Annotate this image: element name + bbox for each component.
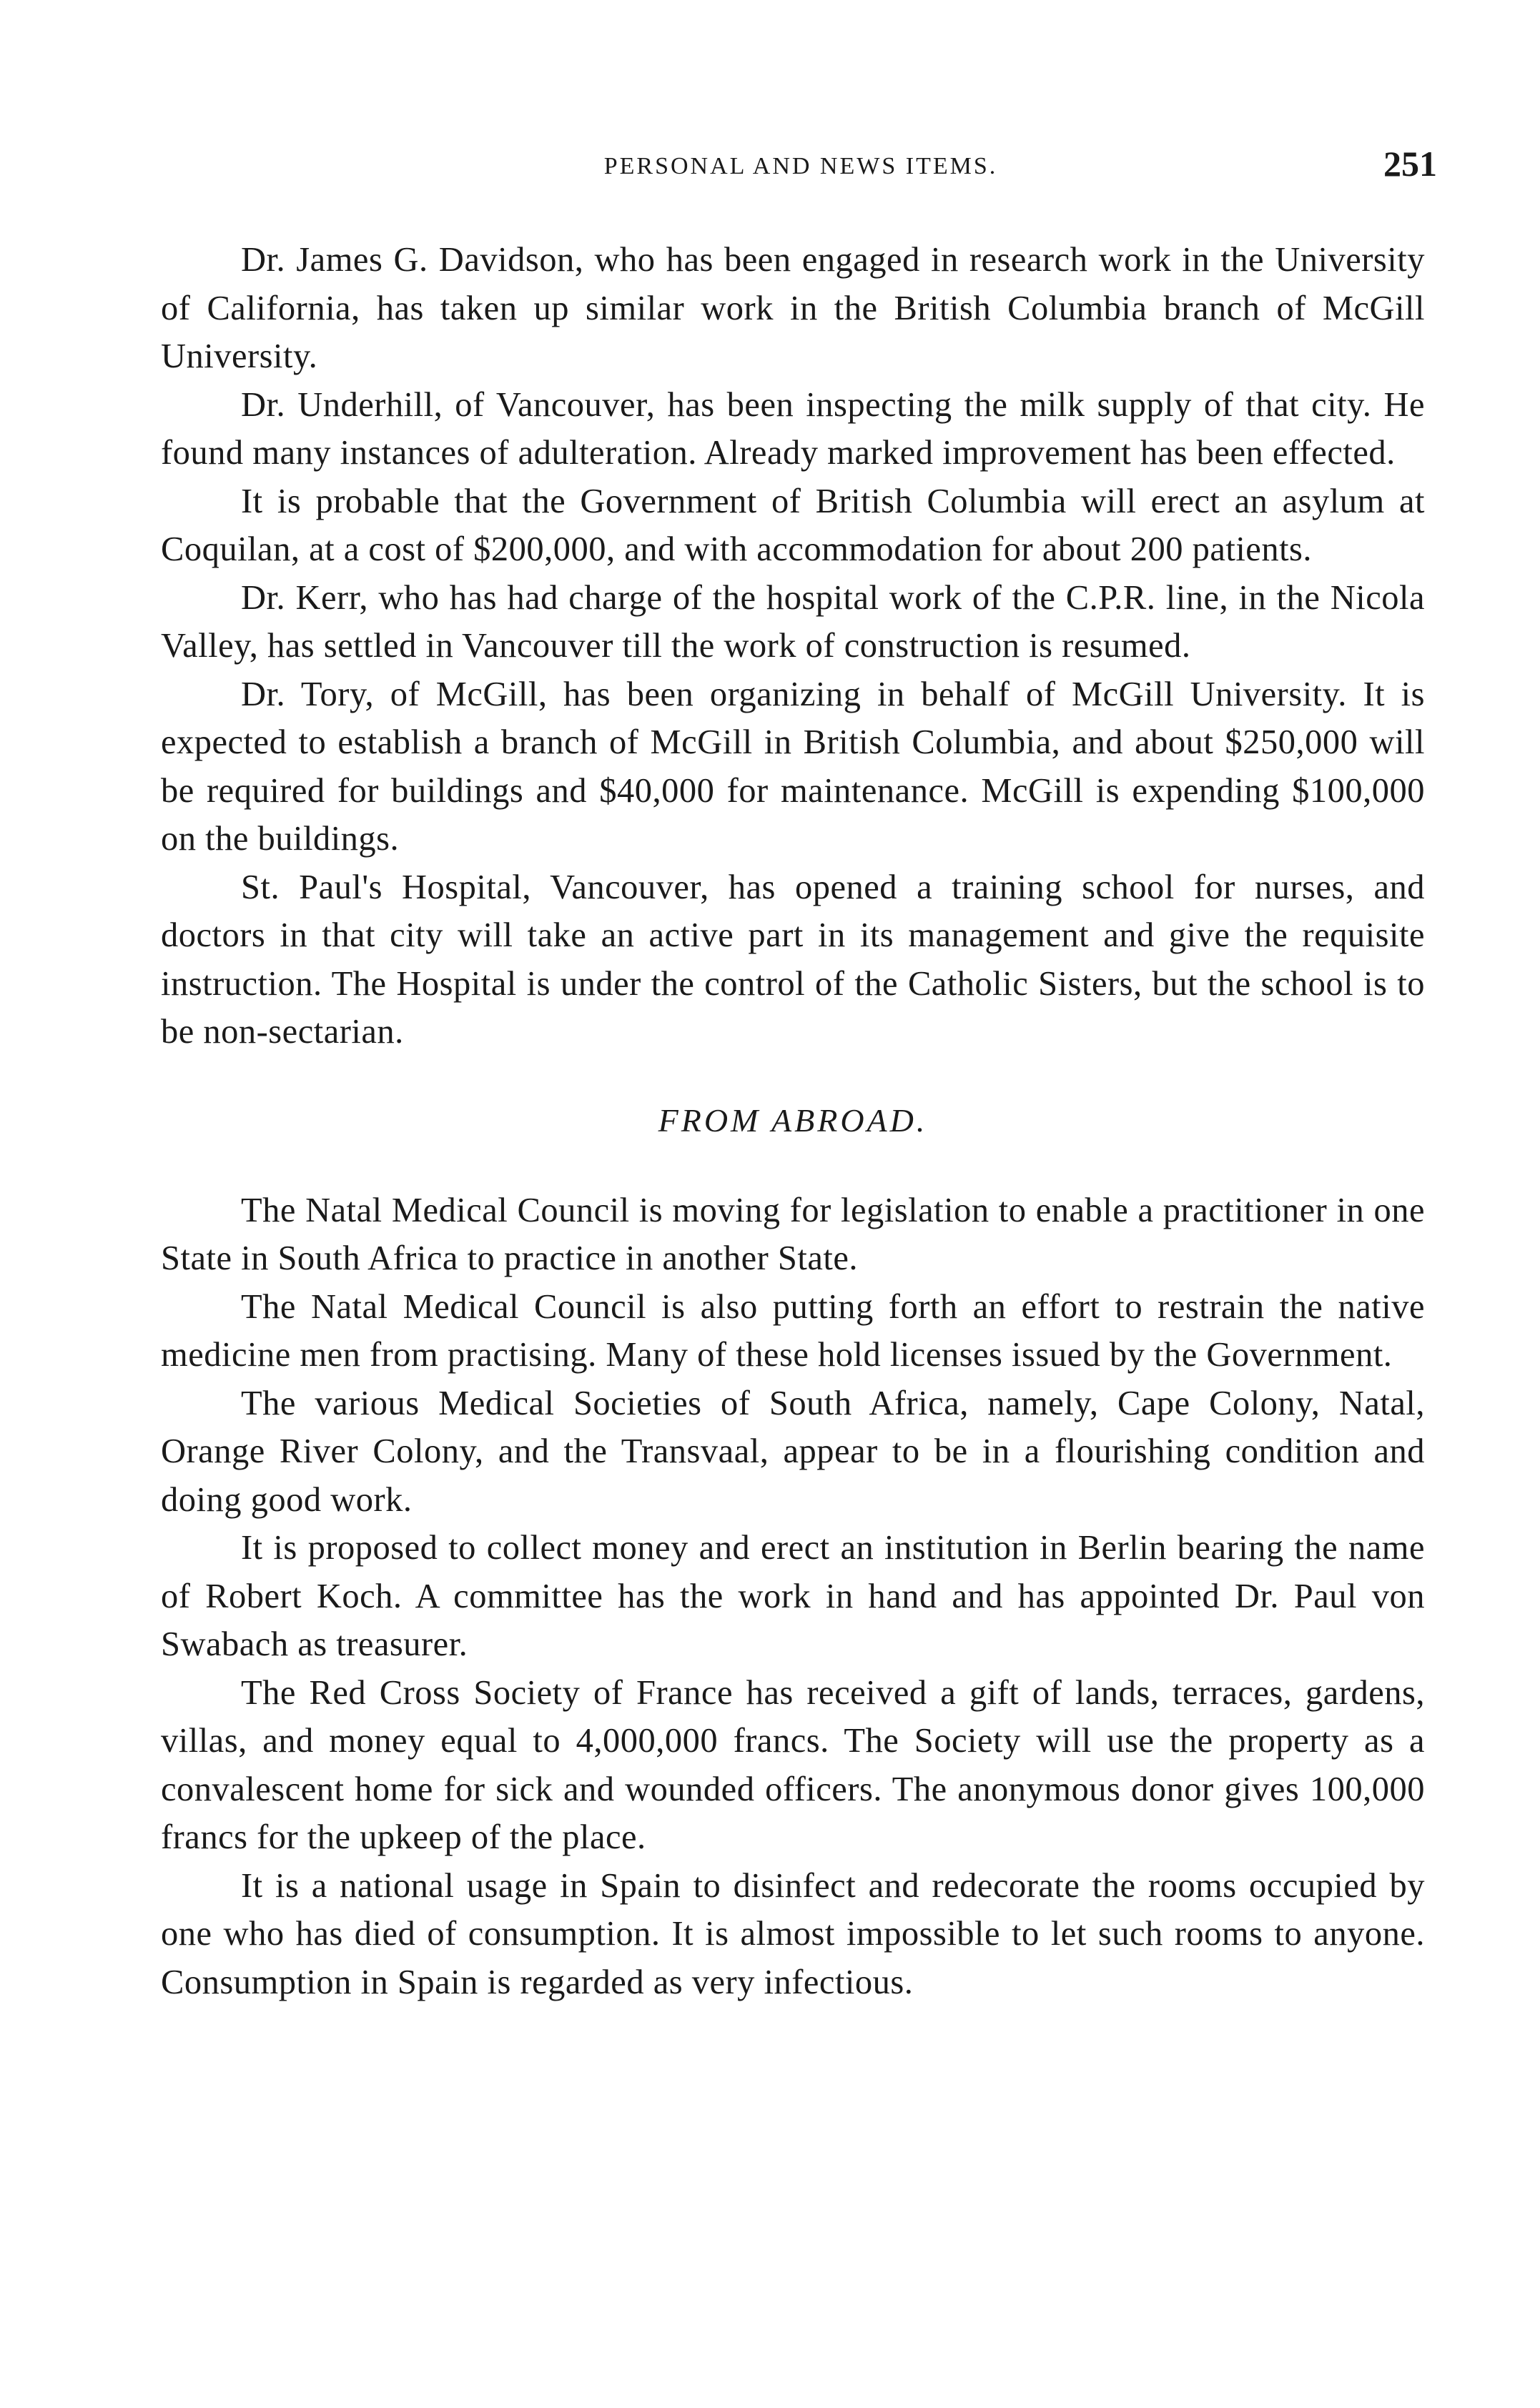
news-item-underhill: Dr. Underhill, of Vancouver, has been inspecting the milk supply of that city. He found many instances of adulteration. Already marked improvement has been effected. bbox=[161, 385, 1425, 472]
section-heading-from-abroad: FROM ABROAD. bbox=[658, 1101, 928, 1139]
article-body bbox=[161, 236, 1425, 2006]
news-item-kerr: Dr. Kerr, who has had charge of the hospital work of the C.P.R. line, in the Nicola Valley, has settled in Vancouver till the work of construction is resumed. bbox=[161, 578, 1425, 665]
abroad-item-koch-institution: It is proposed to collect money and erect an institution in Berlin bearing the name of Robert Koch. A committee has the work in hand and has appointed Dr. Paul von Swabach as treasurer. bbox=[161, 1529, 1425, 1663]
news-item-tory: Dr. Tory, of McGill, has been organizing in behalf of McGill University. It is expected to establish a branch of McGill in British Columbia, and about $250,000 will be required for buildings and $40,000 for maintenance. McGill is expending $100,000 on the buildings. bbox=[161, 675, 1425, 858]
news-item-davidson: Dr. James G. Davidson, who has been engaged in research work in the University of California, has taken up similar work in the British Columbia branch of McGill University. bbox=[161, 241, 1425, 375]
abroad-item-south-africa-societies: The various Medical Societies of South Africa, namely, Cape Colony, Natal, Orange River Colony, and the Transvaal, appear to be in a flourishing condition and doing good work. bbox=[161, 1384, 1425, 1519]
abroad-item-spain-consumption: It is a national usage in Spain to disinfect and redecorate the rooms occupied by one who has died of consumption. It is almost impossible to let such rooms to anyone. Consumption in Spain is regarded as very infectious. bbox=[161, 1866, 1425, 2001]
running-title: PERSONAL AND NEWS ITEMS. bbox=[603, 153, 998, 179]
news-item-asylum: It is probable that the Government of British Columbia will erect an asylum at Coquilan, at a cost of $200,000, and with accommodation for about 200 patients. bbox=[161, 482, 1425, 568]
abroad-item-natal-legislation: The Natal Medical Council is moving for legislation to enable a practitioner in one State in South Africa to practice in another State. bbox=[161, 1191, 1425, 1277]
news-item-st-pauls: St. Paul's Hospital, Vancouver, has opened a training school for nurses, and doctors in that city will take an active part in its management and give the requisite instruction. The Hospital is under the control of the Catholic Sisters, but the school is to be non-sectarian. bbox=[161, 868, 1425, 1051]
page-number: 251 bbox=[1383, 144, 1437, 184]
abroad-item-red-cross-france: The Red Cross Society of France has received a gift of lands, terraces, gardens, villas, and money equal to 4,000,000 francs. The Society will use the property as a convalescent home for sick and wounded officers. The anonymous donor gives 100,000 francs for the upkeep of the place. bbox=[161, 1673, 1425, 1856]
running-head bbox=[164, 143, 1437, 200]
abroad-item-natal-medicine-men: The Natal Medical Council is also putting forth an effort to restrain the native medicine men from practising. Many of these hold licenses issued by the Government. bbox=[161, 1287, 1425, 1374]
